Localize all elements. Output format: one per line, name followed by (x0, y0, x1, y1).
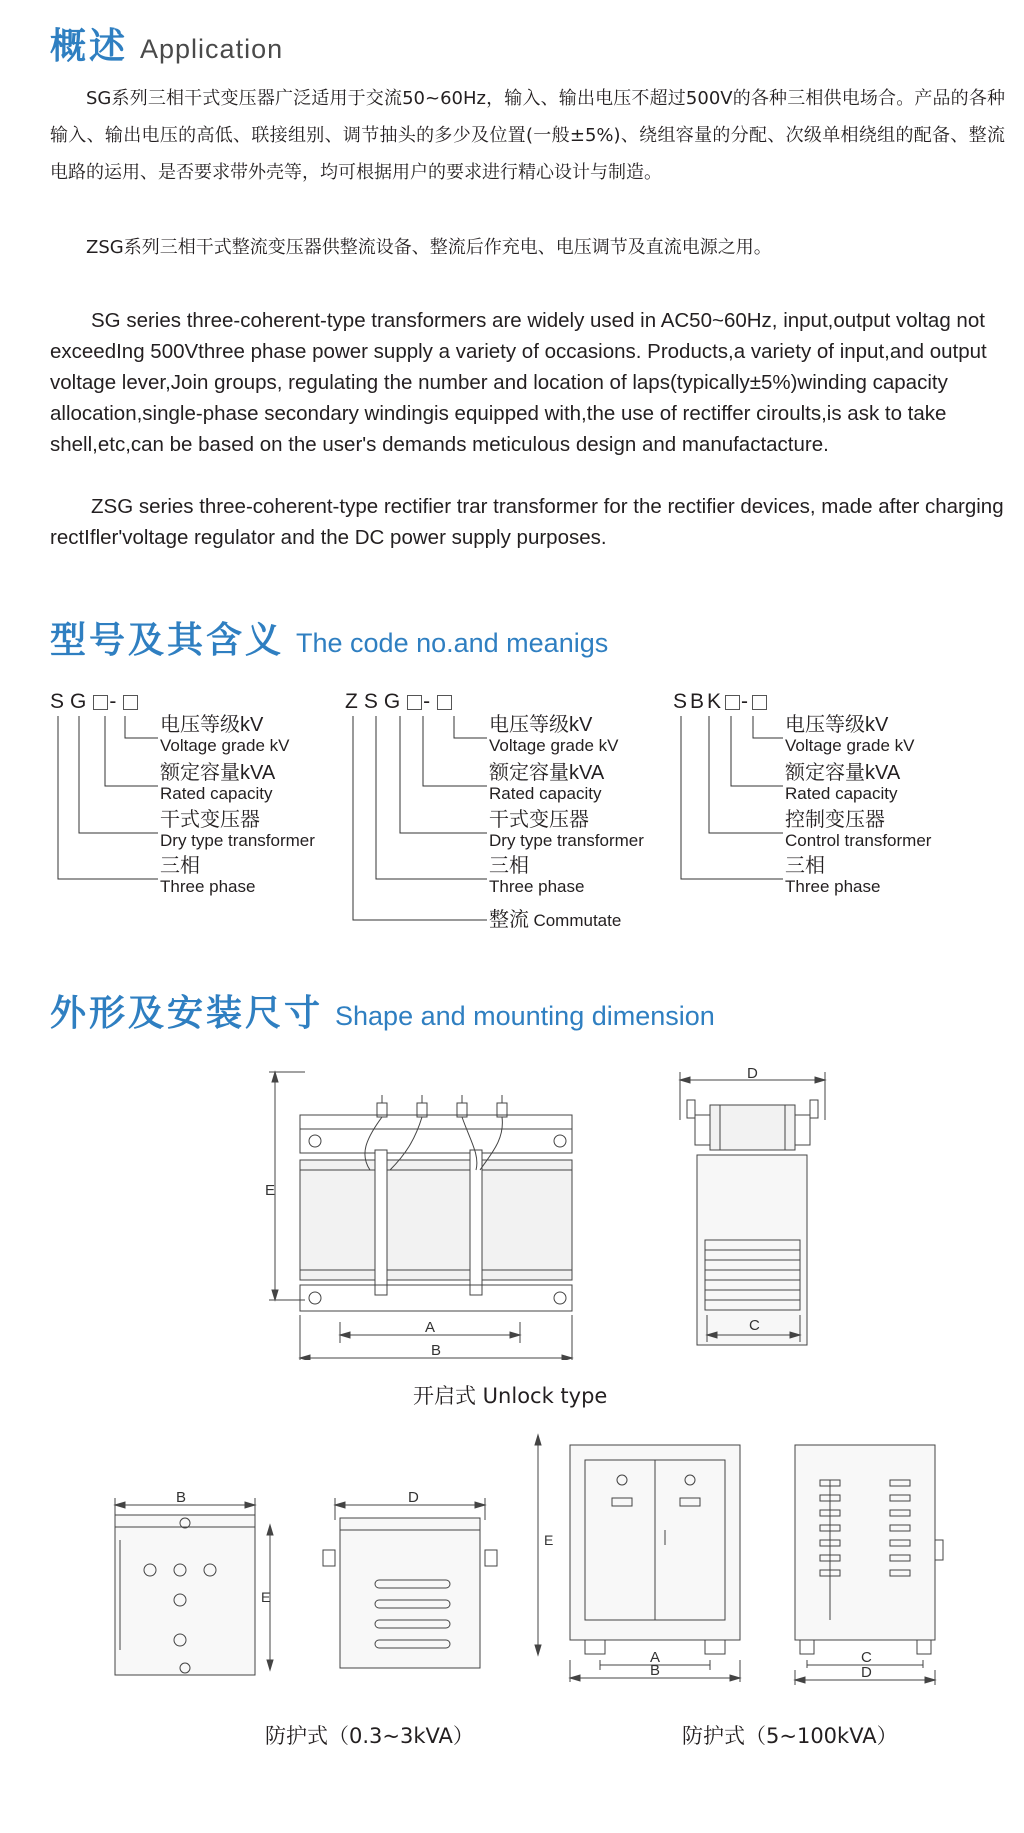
code-item-en: Voltage grade kV (489, 736, 619, 755)
code-item-capacity (785, 762, 900, 804)
code-item-type (160, 809, 315, 851)
open-transformer-side-drawing (675, 1060, 835, 1360)
code-item-voltage (489, 714, 618, 756)
code-item-type (785, 809, 931, 851)
code-item-cn: 额定容量kVA (160, 762, 276, 784)
code-item-en: Voltage grade kV (785, 736, 915, 755)
code-item-en: Control transformer (785, 831, 932, 850)
code-placeholder-box (407, 695, 422, 710)
code-item-cn: 电压等级kV (785, 714, 889, 736)
code-item-cn: 干式变压器 (160, 809, 260, 831)
code-item-cn: 额定容量kVA (785, 762, 901, 784)
application-title-cn: 概述 (50, 26, 129, 67)
code-item-phase (785, 855, 880, 897)
dim-label-b: B (431, 1342, 442, 1359)
code-item-cn: 控制变压器 (785, 809, 885, 831)
code-item-en: Commutate (533, 911, 622, 930)
dimension-title-cn: 外形及安装尺寸 (50, 993, 324, 1034)
code-connector-lines (345, 712, 490, 927)
application-paragraph-en-1: SG series three-coherent-type transformers are widely used in AC50~60Hz, input,output voltag not exceedIng 500Vthree phase power supply a variety of occasions. Products,a variety of input,and output voltage lever,Join groups, regulating the number and location of laps(typically±5%)winding capacity allocation,single-phase secondary windingis equipped with,the use of rectiffer ciroults,is ask to take shell,etc,can be based on the user's demands meticulous design and manufactacture. (50, 309, 987, 456)
code-prefix-text: SG (50, 690, 93, 713)
application-paragraph-cn-2: ZSG系列三相干式整流变压器供整流设备、整流后作充电、电压调节及直流电源之用。 (86, 237, 772, 258)
application-paragraph-en-2: ZSG series three-coherent-type rectifier trar transformer for the rectifier devices, made after charging rectIfler'voltage regulator and the DC power supply purposes. (50, 495, 1004, 549)
code-item-cn: 整流 (489, 909, 529, 931)
code-heading (50, 612, 608, 663)
small-protective-side-drawing (320, 1490, 500, 1680)
code-item-en: Rated capacity (160, 784, 273, 803)
code-prefix-text: ZSG (345, 690, 407, 713)
code-item-cn: 三相 (489, 855, 529, 877)
dim-label-e-small: E (261, 1589, 271, 1605)
code-item-en: Voltage grade kV (160, 736, 290, 755)
application-paragraph-cn-1: SG系列三相干式变压器广泛适用于交流50~60Hz，输入、输出电压不超过500V的各种三相供电场合。产品的各种输入、输出电压的高低、联接组别、调节抽头的多少及位置(一般±5%)、绕组容量的分配、次级单相绕组的配备、整流电路的运用、是否要求带外壳等，均可根据用户的要求进行精心设计与制造。 (50, 88, 1005, 183)
code-item-cn: 三相 (160, 855, 200, 877)
dim-label-a-large: A (650, 1649, 661, 1666)
code-placeholder-box (725, 695, 740, 710)
application-title-en: Application (140, 34, 284, 64)
code-item-en: Three phase (785, 877, 881, 896)
dim-label-d-small: D (408, 1490, 419, 1506)
large-protective-side-drawing (785, 1420, 955, 1690)
code-item-en: Rated capacity (489, 784, 602, 803)
code-placeholder-box (437, 695, 452, 710)
dimension-heading (50, 985, 715, 1036)
code-prefix-text: SBK (673, 690, 725, 713)
code-item-en: Dry type transformer (489, 831, 644, 850)
dim-label-c-large: C (861, 1649, 872, 1666)
code-placeholder-box (93, 695, 108, 710)
large-protective-front-drawing (530, 1420, 760, 1690)
dim-label-a: A (425, 1319, 436, 1336)
caption-unlock-type: 开启式 Unlock type (413, 1384, 608, 1408)
dimension-title-en: Shape and mounting dimension (335, 1001, 715, 1031)
code-prefix: SG - (50, 690, 139, 714)
dim-label-e-large: E (544, 1532, 554, 1548)
code-item-type (489, 809, 644, 851)
code-item-capacity (160, 762, 275, 804)
dim-label-d: D (747, 1065, 758, 1082)
code-item-capacity (489, 762, 604, 804)
code-item-commutate (489, 909, 621, 931)
code-item-cn: 电压等级kV (160, 714, 264, 736)
code-item-phase (489, 855, 584, 897)
small-protective-front-drawing (110, 1490, 280, 1680)
dim-label-d-large: D (861, 1664, 872, 1681)
dim-label-b-large: B (650, 1662, 661, 1679)
code-item-cn: 额定容量kVA (489, 762, 605, 784)
code-prefix: SBK - (673, 690, 768, 714)
open-transformer-front-drawing (265, 1060, 585, 1360)
code-item-en: Three phase (160, 877, 256, 896)
code-connector-lines (673, 712, 788, 882)
code-item-cn: 干式变压器 (489, 809, 589, 831)
code-item-en: Three phase (489, 877, 585, 896)
dim-label-c: C (749, 1317, 760, 1334)
caption-large-protective: 防护式（5~100kVA） (682, 1724, 898, 1748)
code-connector-lines (50, 712, 160, 882)
code-item-voltage (785, 714, 914, 756)
code-title-en: The code no.and meanigs (296, 628, 609, 658)
application-heading (50, 18, 283, 69)
dim-label-e: E (265, 1182, 276, 1199)
code-placeholder-box (752, 695, 767, 710)
code-item-phase (160, 855, 255, 897)
caption-small-protective: 防护式（0.3~3kVA） (265, 1724, 474, 1748)
code-item-en: Rated capacity (785, 784, 898, 803)
code-title-cn: 型号及其含义 (50, 620, 285, 661)
code-item-voltage (160, 714, 289, 756)
code-prefix: ZSG - (345, 690, 453, 714)
code-item-en: Dry type transformer (160, 831, 315, 850)
dim-label-b-small: B (176, 1490, 187, 1506)
code-placeholder-box (123, 695, 138, 710)
code-item-cn: 电压等级kV (489, 714, 593, 736)
code-item-cn: 三相 (785, 855, 825, 877)
